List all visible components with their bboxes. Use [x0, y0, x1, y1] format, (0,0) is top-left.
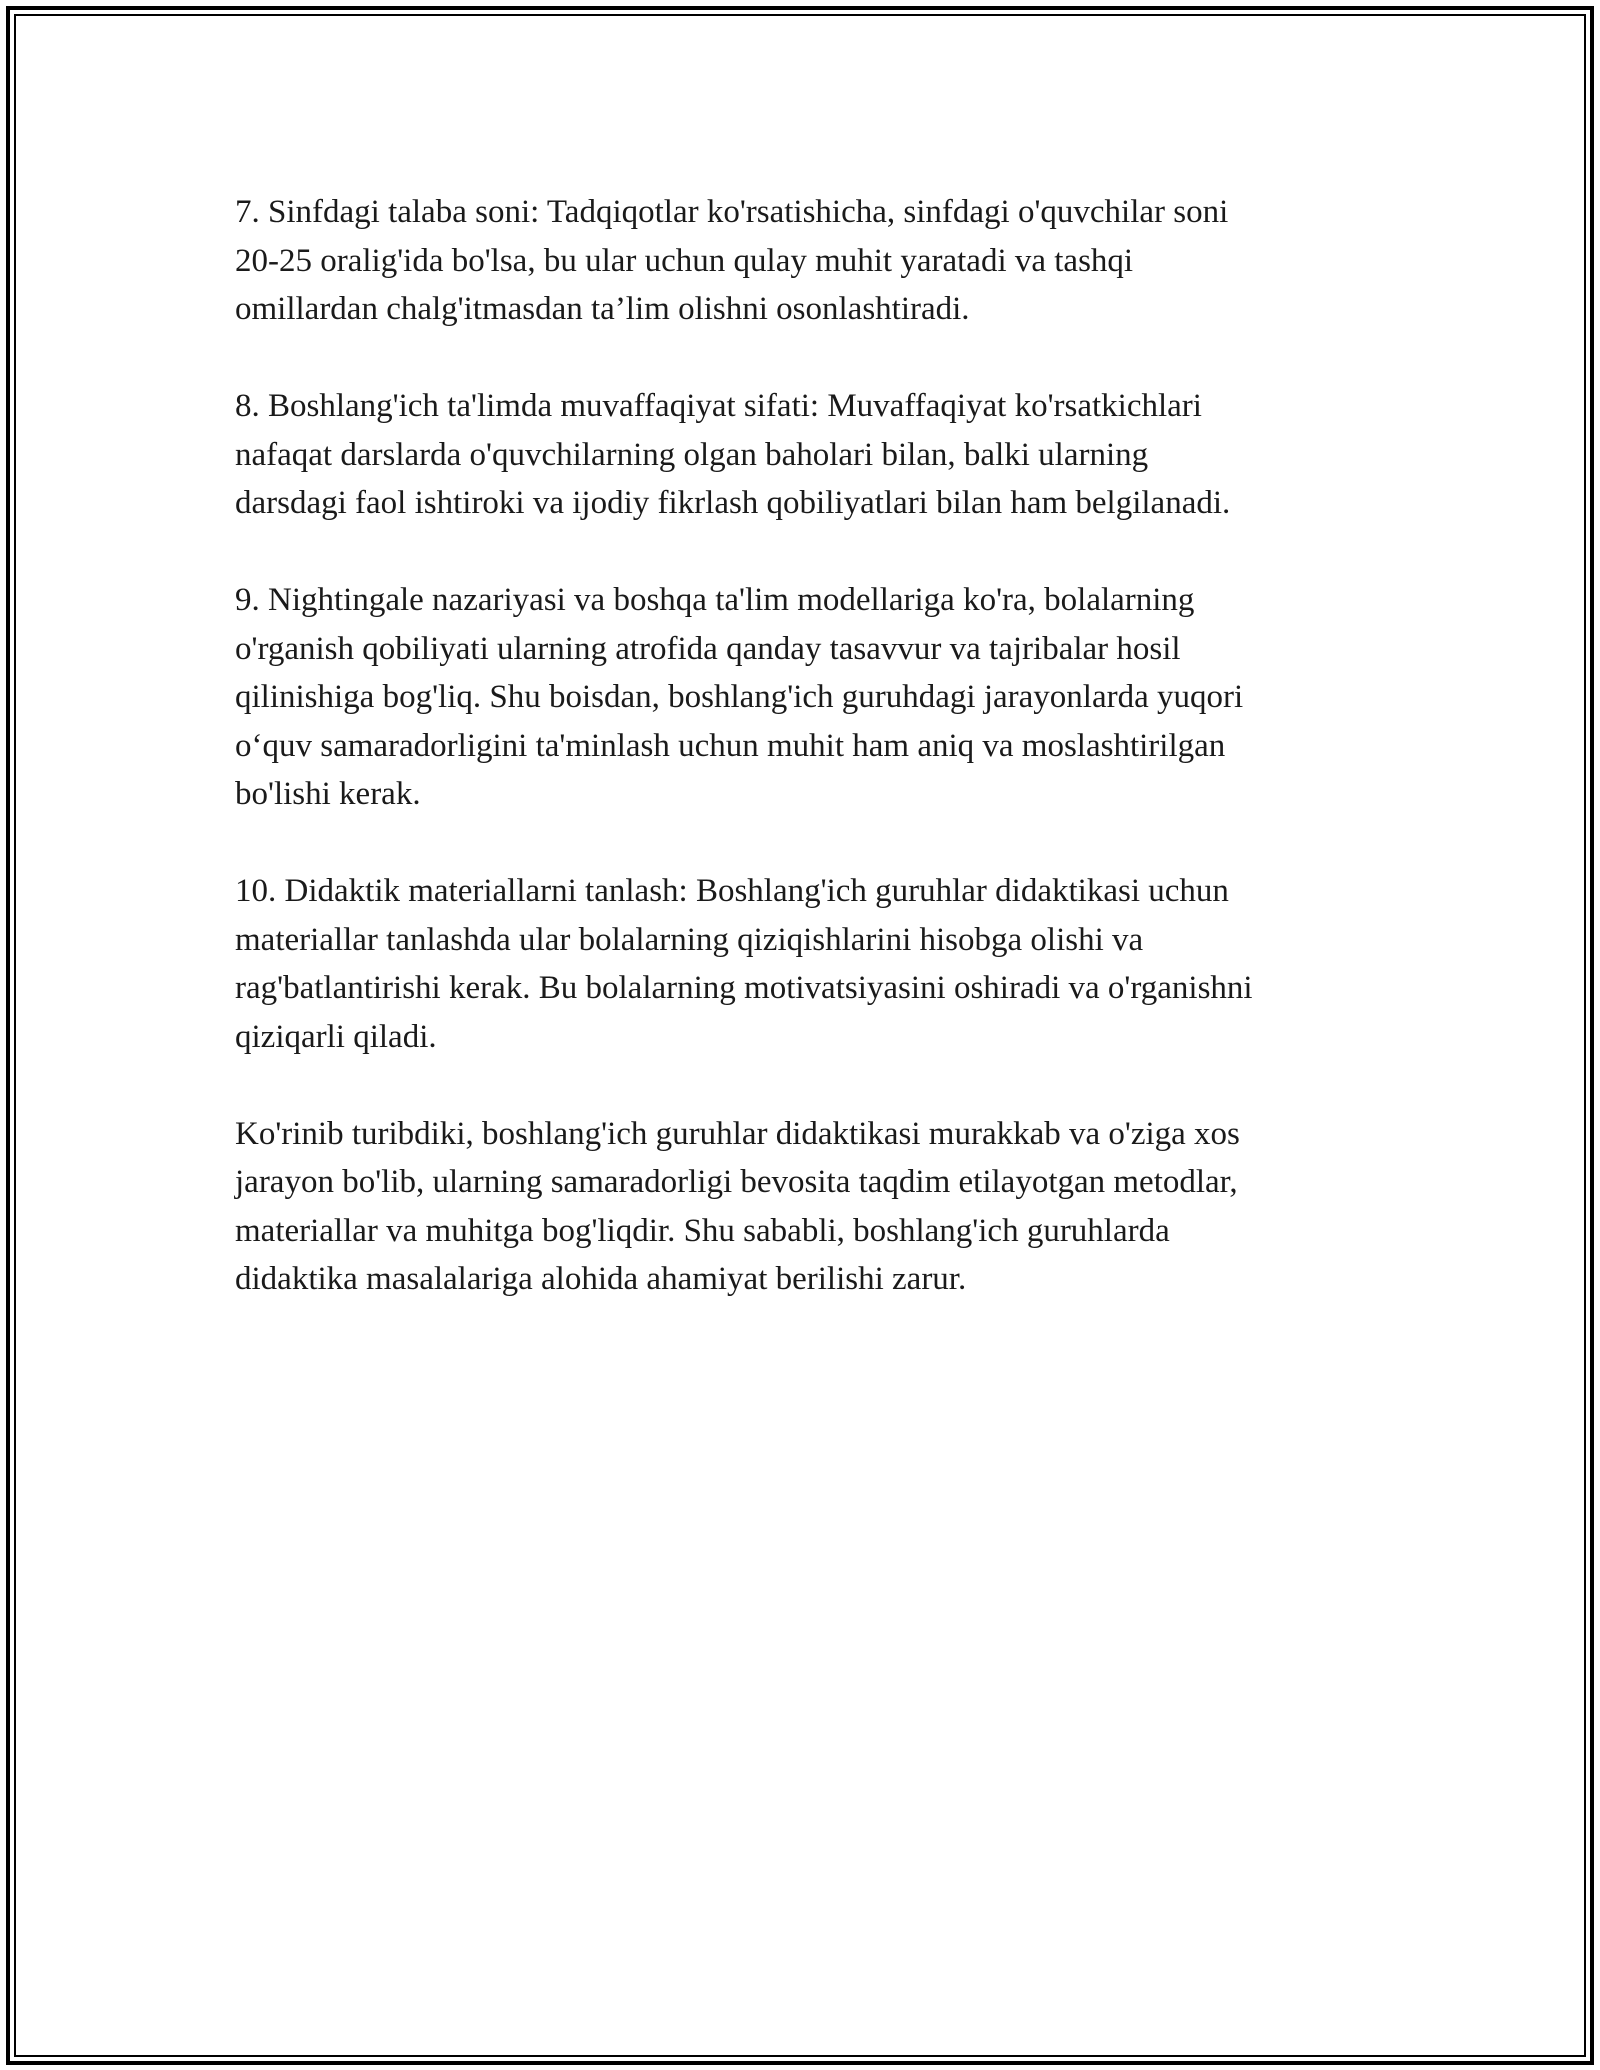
paragraph-7-class-size: 7. Sinfdagi talaba soni: Tadqiqotlar ko'rsatishicha, sinfdagi o'quvchilar soni 20-25 oralig'ida bo'lsa, bu ular uchun qulay muhit yaratadi va tashqi omillardan chalg'itmasdan ta’lim olishni osonlashtiradi.	[235, 194, 1229, 327]
paragraph-conclusion: Ko'rinib turibdiki, boshlang'ich guruhlar didaktikasi murakkab va o'ziga xos jarayon bo'lib, ularning samaradorligi bevosita taqdim etilayotgan metodlar, materiallar va muhitga bog'liqdir. Shu sababli, boshlang'ich guruhlarda didaktika masalalariga alohida ahamiyat berilishi zarur.	[235, 1115, 1240, 1297]
paragraph-10-didactic-materials: 10. Didaktik materiallarni tanlash: Boshlang'ich guruhlar didaktikasi uchun materiallar tanlashda ular bolalarning qiziqishlarini hisobga olishi va rag'batlantirishi kerak. Bu bolalarning motivatsiyasini oshiradi va o'rganishni qiziqarli qiladi.	[235, 873, 1253, 1055]
paragraph-9-nightingale-theory: 9. Nightingale nazariyasi va boshqa ta'lim modellariga ko'ra, bolalarning o'rganish qobiliyati ularning atrofida qanday tasavvur va tajribalar hosil qilinishiga bog'liq. Shu boisdan, boshlang'ich guruhdagi jarayonlarda yuqori o‘quv samaradorligini ta'minlash uchun muhit ham aniq va moslashtirilgan bo'lishi kerak.	[235, 582, 1244, 812]
document-body	[235, 188, 1395, 1352]
paragraph-8-success-quality: 8. Boshlang'ich ta'limda muvaffaqiyat sifati: Muvaffaqiyat ko'rsatkichlari nafaqat darslarda o'quvchilarning olgan baholari bilan, balki ularning darsdagi faol ishtiroki va ijodiy fikrlash qobiliyatlari bilan ham belgilanadi.	[235, 388, 1231, 521]
